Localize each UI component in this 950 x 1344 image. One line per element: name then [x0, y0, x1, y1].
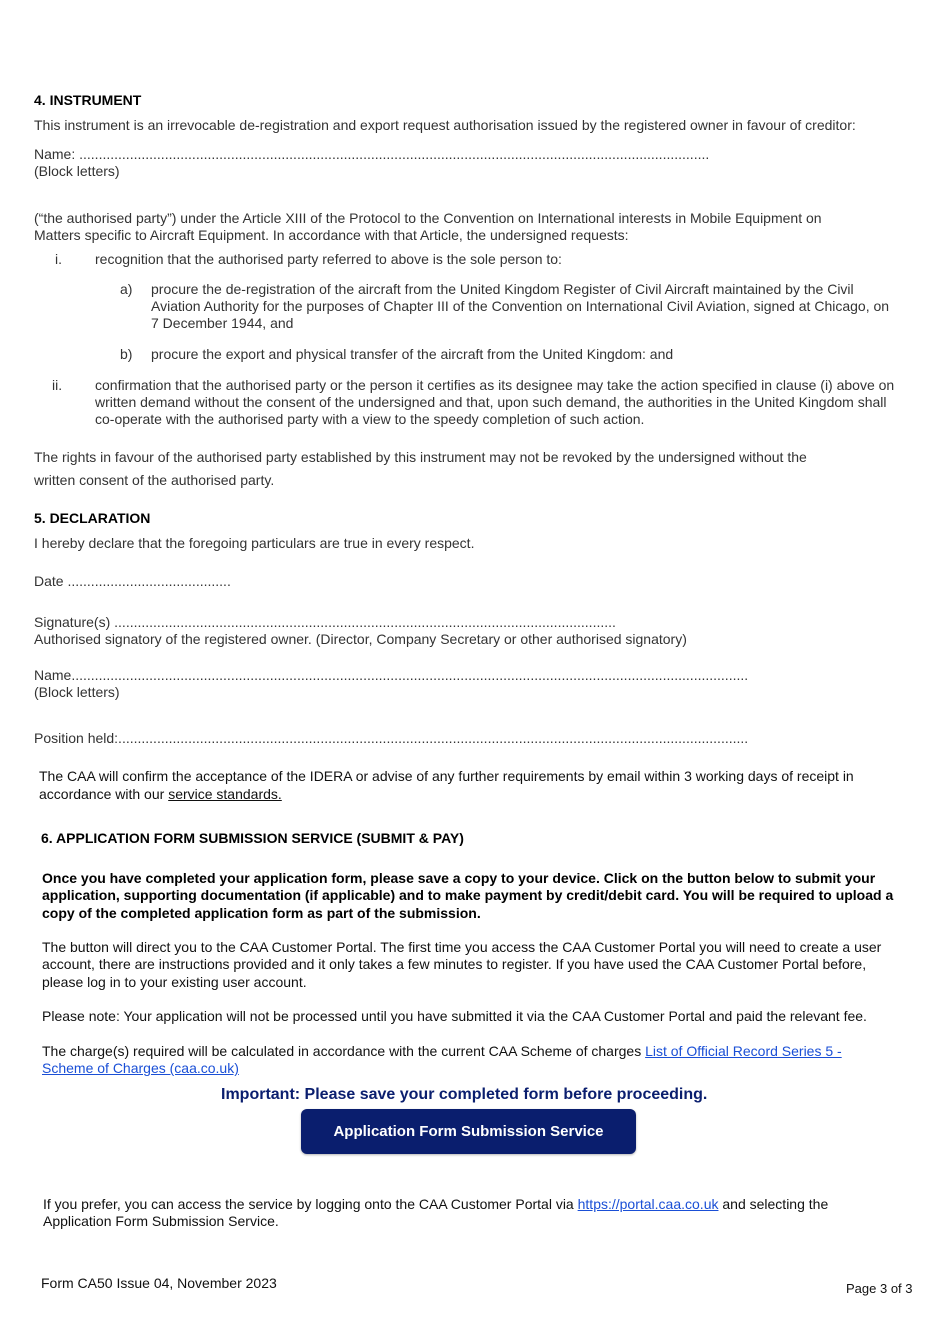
instrument-intro: This instrument is an irrevocable de-registration and export request authorisation issued by the registered owner in favour of creditor: — [34, 117, 856, 133]
list-num-ii: ii. — [52, 377, 63, 393]
block-letters-note: (Block letters) — [34, 684, 120, 700]
charges-text — [42, 1060, 239, 1077]
caa-confirm-text — [39, 786, 282, 803]
list-item-a: procure the de-registration of the aircraft from the United Kingdom Register of Civil Aircraft maintained by the Civil — [151, 281, 854, 297]
authorised-party-text: Matters specific to Aircraft Equipment. In accordance with that Article, the undersigned requests: — [34, 227, 629, 243]
submission-instructions: copy of the completed application form as part of the submission. — [42, 905, 481, 921]
prefer-text — [43, 1196, 828, 1213]
list-item-ii: co-operate with the authorised party with a view to the speedy completion of such action. — [95, 411, 645, 427]
list-item-a: 7 December 1944, and — [151, 315, 294, 331]
creditor-name-field[interactable]: Name: .................................................................................................................................................................. — [34, 146, 710, 162]
list-item-ii: confirmation that the authorised party or the person it certifies as its designee may take the action specified in clause (i) above on — [95, 377, 895, 393]
signature-caption: Authorised signatory of the registered owner. (Director, Company Secretary or other authorised signatory) — [34, 631, 687, 647]
list-item-b: procure the export and physical transfer of the aircraft from the United Kingdom: and — [151, 346, 674, 362]
list-num-i: i. — [55, 251, 62, 267]
prefer-text-post: and selecting the — [718, 1196, 829, 1212]
section-5-heading: 5. DECLARATION — [34, 510, 151, 526]
prefer-text-pre: If you prefer, you can access the service by logging onto the CAA Customer Portal via — [43, 1196, 578, 1212]
portal-info: The button will direct you to the CAA Customer Portal. The first time you access the CAA Customer Portal you will need to create a user — [42, 939, 882, 955]
submission-instructions: application, supporting documentation (if applicable) and to make payment by credit/debit card. You will be required to upload a — [42, 887, 894, 903]
please-note: Please note: Your application will not be processed until you have submitted it via the CAA Customer Portal and paid the relevant fee. — [42, 1008, 867, 1024]
caa-confirm-text-pre: accordance with our — [39, 786, 169, 802]
declaration-text: I hereby declare that the foregoing particulars are true in every respect. — [34, 535, 475, 551]
prefer-text: Application Form Submission Service. — [43, 1213, 279, 1229]
rights-text: The rights in favour of the authorised party established by this instrument may not be revoked by the undersigned without the — [34, 449, 807, 465]
block-letters-note: (Block letters) — [34, 163, 120, 179]
portal-info: account, there are instructions provided and it only takes a few minutes to register. If you have used the CAA Customer Portal before, — [42, 956, 867, 972]
charges-text-pre: The charge(s) required will be calculated in accordance with the current CAA Scheme of charges — [42, 1043, 646, 1059]
authorised-party-text: (“the authorised party”) under the Article XIII of the Protocol to the Convention on International interests in Mobile Equipment on — [34, 210, 822, 226]
rights-text: written consent of the authorised party. — [34, 472, 275, 488]
date-field[interactable]: Date .......................................... — [34, 573, 231, 589]
important-notice: Important: Please save your completed form before proceeding. — [221, 1086, 708, 1103]
caa-confirm-text: The CAA will confirm the acceptance of the IDERA or advise of any further requirements by email within 3 working days of receipt in — [39, 768, 854, 784]
section-4-heading: 4. INSTRUMENT — [34, 92, 142, 108]
signatory-name-field[interactable]: Name.............................................................................................................................................................................. — [34, 667, 749, 683]
form-id: Form CA50 Issue 04, November 2023 — [41, 1275, 277, 1291]
list-item-ii: written demand without the consent of the undersigned and that, upon such demand, the authorities in the United Kingdom shall — [95, 394, 887, 410]
list-num-a: a) — [120, 281, 133, 297]
list-item-i: recognition that the authorised party referred to above is the sole person to: — [95, 251, 562, 267]
portal-info: please log in to your existing user account. — [42, 974, 307, 990]
application-form-submission-button[interactable]: Application Form Submission Service — [301, 1109, 636, 1154]
signature-field[interactable]: Signature(s) ................................................................................................................................. — [34, 614, 616, 630]
service-standards-link[interactable]: service standards. — [168, 786, 282, 802]
list-num-b: b) — [120, 346, 133, 362]
scheme-of-charges-link[interactable]: List of Official Record Series 5 - — [645, 1043, 842, 1059]
section-6-heading: 6. APPLICATION FORM SUBMISSION SERVICE (SUBMIT & PAY) — [41, 830, 464, 846]
charges-text — [42, 1043, 842, 1060]
scheme-of-charges-link[interactable]: Scheme of Charges (caa.co.uk) — [42, 1060, 239, 1076]
portal-link[interactable]: https://portal.caa.co.uk — [577, 1196, 719, 1212]
position-held-field[interactable]: Position held:.................................................................................................................................................................. — [34, 730, 749, 746]
submission-instructions: Once you have completed your application form, please save a copy to your device. Click on the button below to submit your — [42, 870, 876, 886]
list-item-a: Aviation Authority for the purposes of Chapter III of the Convention on International Civil Aviation, signed at Chicago, on — [151, 298, 890, 314]
page-number: Page 3 of 3 — [846, 1281, 913, 1296]
